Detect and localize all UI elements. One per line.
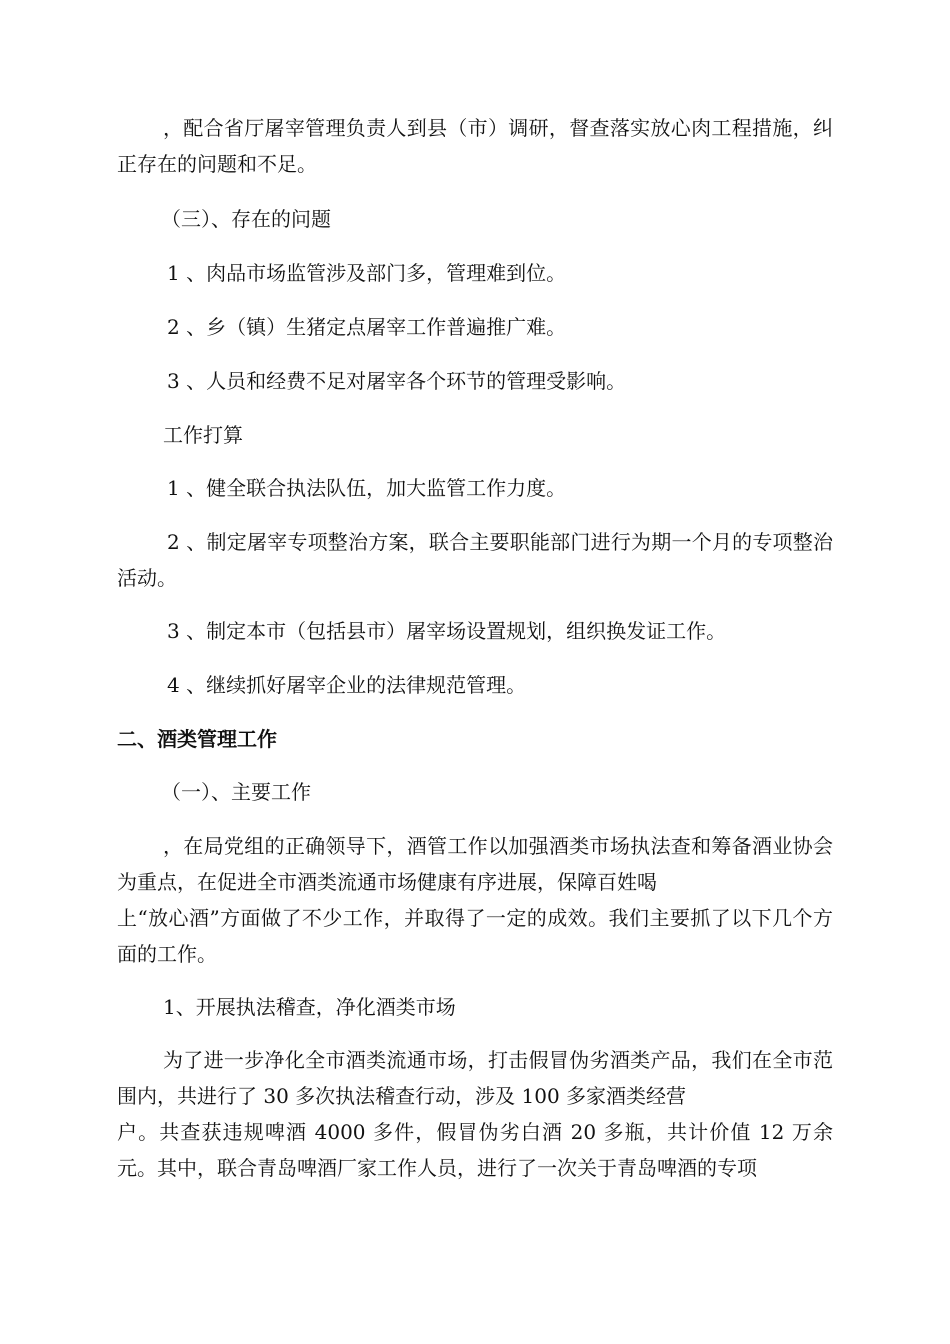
subsection-main-work: （一）、主要工作 <box>161 780 311 804</box>
plan-item-4: 4 、继续抓好屠宰企业的法律规范管理。 <box>167 673 527 697</box>
document-page <box>117 110 833 1203</box>
section-title-liquor-management: 二、酒类管理工作 <box>117 727 277 751</box>
problem-item-3: 3 、人员和经费不足对屠宰各个环节的管理受影响。 <box>167 369 627 393</box>
plan-item-3: 3 、制定本市（包括县市）屠宰场设置规划，组织换发证工作。 <box>167 619 727 643</box>
paragraph-liquor-overview-part2: 上“放心酒”方面做了不少工作，并取得了一定的成效。我们主要抓了以下几个方面的工作。 <box>117 906 833 966</box>
plan-item-2: 2 、制定屠宰专项整治方案，联合主要职能部门进行为期一个月的专项整治活动。 <box>117 530 833 590</box>
paragraph-enforcement-details <box>117 1042 833 1186</box>
paragraph-enforcement-details-part1: 为了进一步净化全市酒类流通市场，打击假冒伪劣酒类产品，我们在全市范围内，共进行了 30 多次执法稽查行动，涉及 100 多家酒类经营 <box>117 1048 833 1108</box>
paragraph-liquor-overview-part1: ，在局党组的正确领导下，酒管工作以加强酒类市场执法查和筹备酒业协会为重点，在促进全市酒类流通市场健康有序进展，保障百姓喝 <box>117 834 833 894</box>
work-plan-heading: 工作打算 <box>163 423 243 447</box>
section-heading-problems: （三）、存在的问题 <box>161 207 331 231</box>
problem-item-1: 1 、肉品市场监管涉及部门多，管理难到位。 <box>167 261 567 285</box>
paragraph-enforcement-details-part2: 户。共查获违规啤酒 4000 多件，假冒伪劣白酒 20 多瓶，共计价值 12 万余元。其中，联合青岛啤酒厂家工作人员，进行了一次关于青岛啤酒的专项 <box>117 1120 833 1180</box>
paragraph-supervision: ，配合省厅屠宰管理负责人到县（市）调研，督查落实放心肉工程措施，纠正存在的问题和不足。 <box>117 116 833 176</box>
subheading-law-enforcement: 1、开展执法稽查，净化酒类市场 <box>163 995 456 1019</box>
plan-item-1: 1 、健全联合执法队伍，加大监管工作力度。 <box>167 476 567 500</box>
problem-item-2: 2 、乡（镇）生猪定点屠宰工作普遍推广难。 <box>167 315 567 339</box>
paragraph-liquor-overview <box>117 828 833 972</box>
